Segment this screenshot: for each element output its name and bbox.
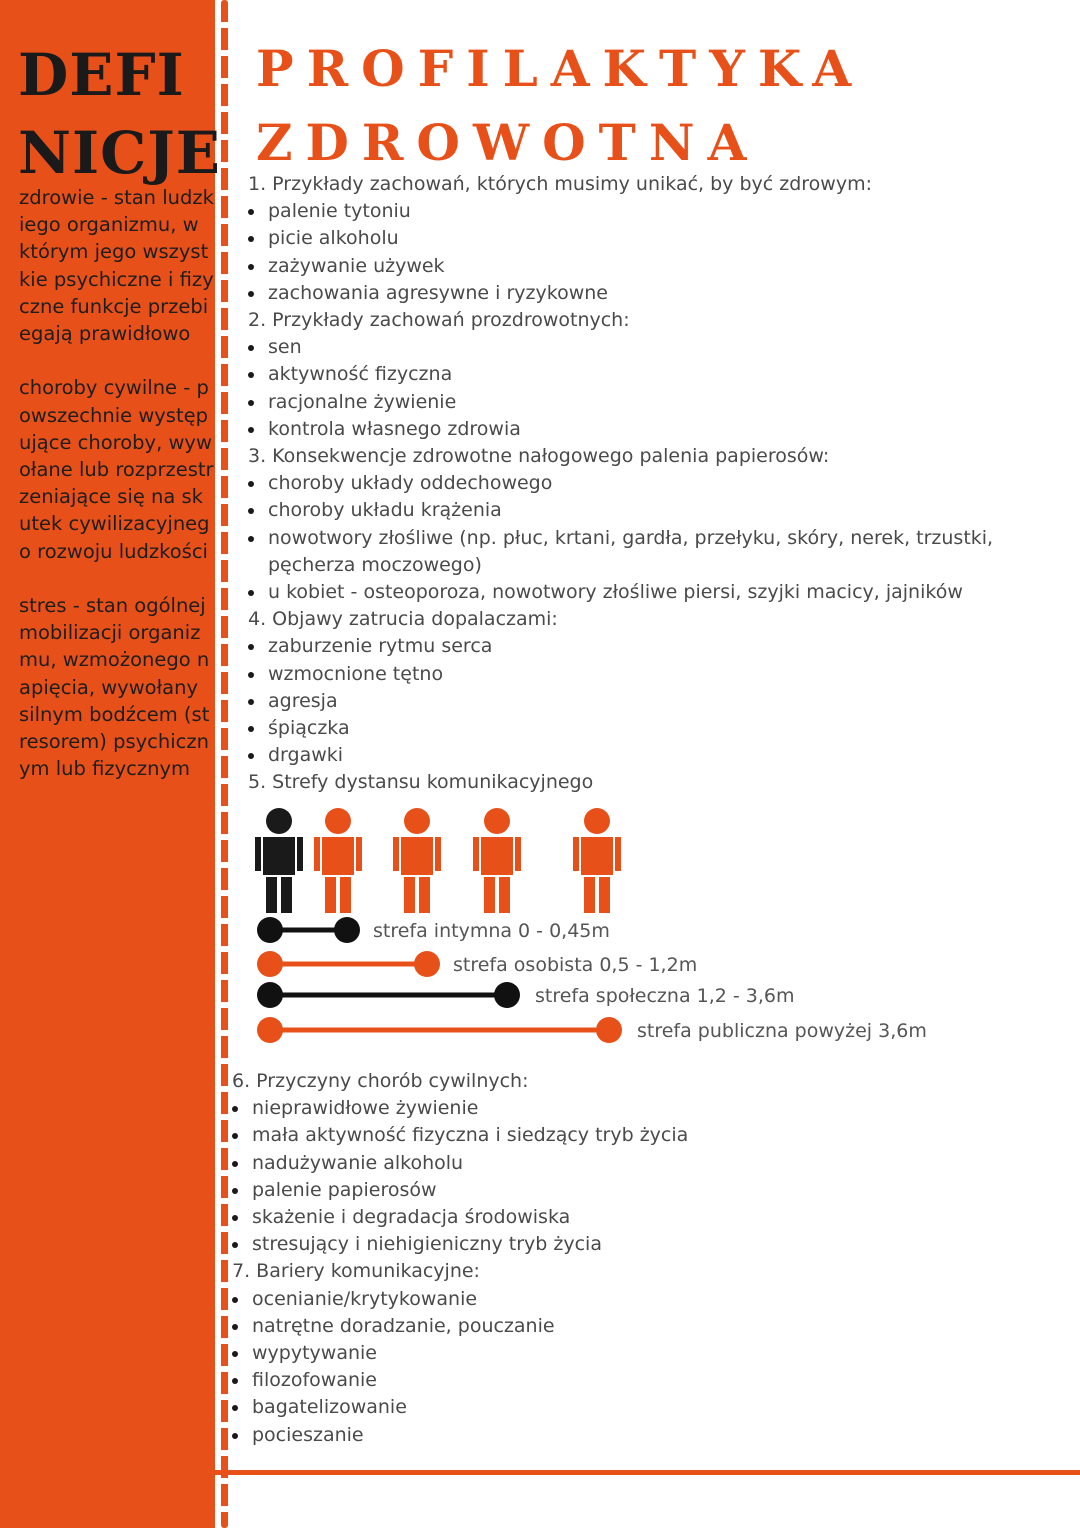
zone-start-dot bbox=[257, 982, 283, 1008]
bullet-list bbox=[248, 633, 1048, 769]
zone-label: strefa społeczna 1,2 - 3,6m bbox=[535, 985, 795, 1007]
page-title-line2: ZDROWOTNA bbox=[256, 113, 760, 172]
list-item: picie alkoholu bbox=[248, 225, 1048, 252]
bottom-divider bbox=[215, 1470, 1080, 1475]
sidebar-title-line2: NICJE bbox=[18, 119, 221, 187]
zone-end-dot bbox=[596, 1017, 622, 1043]
list-item: choroby układu krążenia bbox=[248, 497, 1048, 524]
section-heading: 4. Objawy zatrucia dopalaczami: bbox=[248, 608, 558, 631]
person-icon bbox=[473, 808, 521, 913]
section-heading: 3. Konsekwencje zdrowotne nałogowego palenia papierosów: bbox=[248, 445, 830, 468]
list-item: drgawki bbox=[248, 742, 1048, 769]
bullet-list bbox=[232, 1095, 1032, 1258]
section-heading: 2. Przykłady zachowań prozdrowotnych: bbox=[248, 309, 630, 332]
list-item: kontrola własnego zdrowia bbox=[248, 416, 1048, 443]
zones-diagram bbox=[255, 805, 975, 1045]
section-heading: 6. Przyczyny chorób cywilnych: bbox=[232, 1070, 529, 1092]
zone-start-dot bbox=[257, 917, 283, 943]
list-item: agresja bbox=[248, 688, 1048, 715]
main-content-lower bbox=[232, 1068, 1032, 1449]
definition-health: zdrowie - stan ludzkiego organizmu, w którym jego wszystkie psychiczne i fizyczne funkcje przebiegają prawidłowo bbox=[19, 186, 214, 346]
zone-end-dot bbox=[414, 951, 440, 977]
list-item: u kobiet - osteoporoza, nowotwory złośliwe piersi, szyjki macicy, jajników bbox=[248, 579, 1048, 606]
zone-label: strefa osobista 0,5 - 1,2m bbox=[453, 954, 698, 976]
section-heading: 1. Przykłady zachowań, których musimy unikać, by być zdrowym: bbox=[248, 173, 873, 195]
list-item: pocieszanie bbox=[232, 1422, 1032, 1449]
list-item: sen bbox=[248, 334, 1048, 361]
list-item: bagatelizowanie bbox=[232, 1394, 1032, 1421]
list-item: wypytywanie bbox=[232, 1340, 1032, 1367]
list-item: stresujący i niehigieniczny tryb życia bbox=[232, 1231, 1032, 1258]
person-icon bbox=[573, 808, 621, 913]
dashed-divider bbox=[221, 0, 228, 1528]
list-item: racjonalne żywienie bbox=[248, 389, 1048, 416]
section-heading: 7. Bariery komunikacyjne: bbox=[232, 1260, 480, 1283]
person-icon bbox=[255, 808, 303, 913]
zone-label: strefa intymna 0 - 0,45m bbox=[373, 920, 610, 942]
list-item: natrętne doradzanie, pouczanie bbox=[232, 1313, 1032, 1340]
bullet-list bbox=[248, 198, 1048, 307]
person-icon bbox=[314, 808, 362, 913]
bullet-list bbox=[232, 1286, 1032, 1449]
list-item: filozofowanie bbox=[232, 1367, 1032, 1394]
list-item: wzmocnione tętno bbox=[248, 661, 1048, 688]
list-item: nowotwory złośliwe (np. płuc, krtani, gardła, przełyku, skóry, nerek, trzustki, pęcherza moczowego) bbox=[248, 525, 1048, 579]
list-item: śpiączka bbox=[248, 715, 1048, 742]
zone-start-dot bbox=[257, 1017, 283, 1043]
list-item: choroby układy oddechowego bbox=[248, 470, 1048, 497]
list-item: palenie tytoniu bbox=[248, 198, 1048, 225]
zone-end-dot bbox=[494, 982, 520, 1008]
section-heading: 5. Strefy dystansu komunikacyjnego bbox=[248, 771, 594, 794]
definitions-sidebar bbox=[0, 0, 221, 1528]
list-item: nadużywanie alkoholu bbox=[232, 1150, 1032, 1177]
sidebar-title-line1: DEFI bbox=[18, 41, 185, 109]
zone-end-dot bbox=[334, 917, 360, 943]
bullet-list bbox=[248, 470, 1048, 606]
list-item: ocenianie/krytykowanie bbox=[232, 1286, 1032, 1313]
definitions-list bbox=[19, 184, 214, 810]
zone-start-dot bbox=[257, 951, 283, 977]
list-item: zażywanie używek bbox=[248, 253, 1048, 280]
list-item: skażenie i degradacja środowiska bbox=[232, 1204, 1032, 1231]
person-icon bbox=[393, 808, 441, 913]
zone-label: strefa publiczna powyżej 3,6m bbox=[637, 1020, 927, 1042]
list-item: zachowania agresywne i ryzykowne bbox=[248, 280, 1048, 307]
definition-civilization-diseases: choroby cywilne - powszechnie występujące choroby, wywołane lub rozprzestrzeniające się na skutek cywilizacyjnego rozwoju ludzkości bbox=[19, 376, 214, 563]
bullet-list bbox=[248, 334, 1048, 443]
list-item: palenie papierosów bbox=[232, 1177, 1032, 1204]
list-item: aktywność fizyczna bbox=[248, 361, 1048, 388]
distance-zones-figure bbox=[255, 805, 975, 1049]
main-content-upper bbox=[248, 171, 1048, 797]
list-item: nieprawidłowe żywienie bbox=[232, 1095, 1032, 1122]
list-item: zaburzenie rytmu serca bbox=[248, 633, 1048, 660]
list-item: mała aktywność fizyczna i siedzący tryb życia bbox=[232, 1122, 1032, 1149]
page-title-line1: PROFILAKTYKA bbox=[256, 39, 865, 98]
definition-stress: stres - stan ogólnej mobilizacji organizmu, wzmożonego napięcia, wywołany silnym bodźcem (stresorem) psychicznym lub fizycznym bbox=[19, 594, 210, 781]
